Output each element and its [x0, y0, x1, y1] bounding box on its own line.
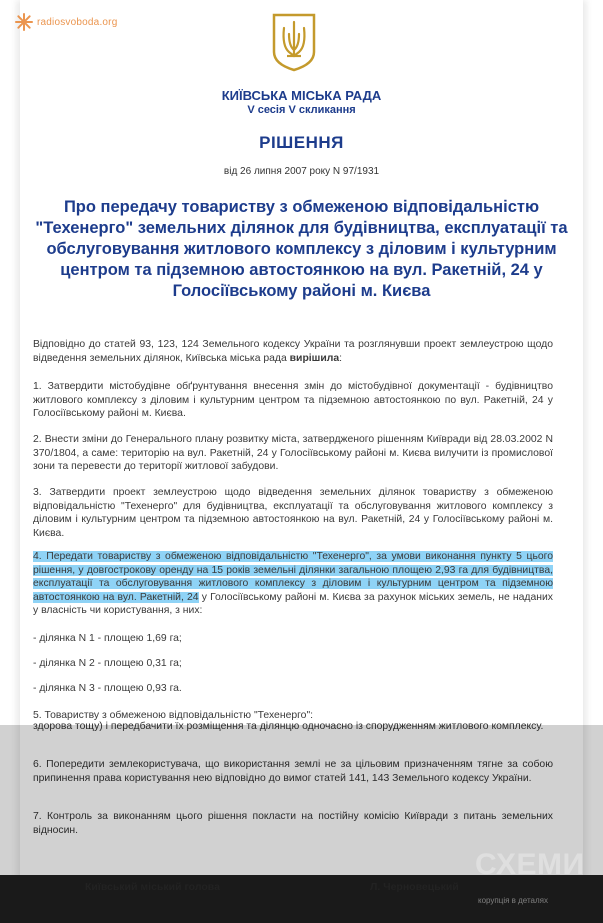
paragraph-5: 5. Товариству з обмеженою відповідальністю "Техенерго": [33, 710, 314, 721]
plot-1: - ділянка N 1 - площею 1,69 га; [33, 633, 182, 644]
preamble-bold: вирішила [289, 352, 340, 364]
paragraph-6: 6. Попередити землекористувача, що використання землі не за цільовим призначенням тягне за собою припинення права користування нею відповідно до вимог статей 141, 143 Земельного кодексу України. [33, 759, 553, 784]
trident-emblem-icon [271, 12, 317, 72]
signature-name: Л. Черновецький [370, 881, 459, 893]
radiosvoboda-watermark [14, 12, 117, 32]
plot-2: - ділянка N 2 - площею 0,31 га; [33, 658, 182, 669]
council-name: КИЇВСЬКА МІСЬКА РАДА [221, 88, 382, 103]
decision-date: від 26 липня 2007 року N 97/1931 [223, 166, 380, 177]
radiosvoboda-logo-icon [14, 12, 34, 32]
session-line: V сесія V скликання [247, 104, 356, 116]
schemy-subtitle: корупція в деталях [478, 896, 548, 905]
decision-title: Про передачу товариству з обмеженою відповідальністю "Техенерго" земельних ділянок для будівництва, експлуатації та обслуговування житлового комплексу з діловим і культурним центром та підземною автостоянкою на вул. Ракетній, 24 у Голосіївському районі м. Києва [35, 198, 568, 300]
paragraph-2: 2. Внести зміни до Генерального плану розвитку міста, затвердженого рішенням Київради від 28.03.2002 N 370/1804, а саме: територію на вул. Ракетній, 24 у Голосіївському районі м. Києва вилучити із промислової зони та перевести до території житлової забудови. [33, 434, 553, 472]
schemy-watermark: СХЕМИ [475, 848, 585, 881]
paragraph-5-overlap: здорова тощу) і передбачити їх розміщення та ділянцю одночасно із спорудженням житлового комплексу. [33, 721, 544, 732]
signature-role: Київський міський голова [85, 881, 220, 893]
paragraph-1: 1. Затвердити містобудівне обґрунтування внесення змін до містобудівної документації - будівництво житлового комплексу з діловим і культурним центром та підземною автостоянкою по вул. Ракетній, 24 у Голосіївському районі м. Києва. [33, 381, 553, 419]
plot-3: - ділянка N 3 - площею 0,93 га. [33, 683, 182, 694]
preamble-text: Відповідно до статей 93, 123, 124 Земельного кодексу України та розглянувши проект землеустрою щодо відведення земельних ділянок, Київська міська рада [33, 339, 553, 364]
paragraph-4-highlight: 4. Передати товариству з обмеженою відповідальністю "Техенерго", за умови виконання пункту 5 цього рішення, у довгострокову оренду на 15 років земельні ділянки загальною площею 2,93 га для будівництва, експлуатації та обслуговування житлового комплексу з діловим і культурним центром та підземною автостоянкою на вул. Ракетній, 24 [33, 551, 553, 603]
radiosvoboda-text: radiosvoboda.org [37, 16, 118, 28]
paragraph-4-rest: у Голосіївському районі м. Києва за рахунок міських земель, не наданих у власність чи користування, з них: [33, 591, 553, 616]
paragraph-7: 7. Контроль за виконанням цього рішення покласти на постійну комісію Київради з питань земельних відносин. [33, 811, 553, 836]
preamble [33, 338, 553, 365]
paragraph-4 [33, 550, 553, 618]
paragraph-3: 3. Затвердити проект землеустрою щодо відведення земельних ділянок товариству з обмеженою відповідальністю "Техенерго" для будівництва, експлуатації та обслуговування житлового комплексу з діловим і культурним центром та підземною автостоянкою на вул. Ракетній, 24 у Голосіївському районі м. Києва. [33, 487, 553, 539]
preamble-end: : [339, 352, 342, 364]
decision-heading: РІШЕННЯ [259, 133, 344, 152]
